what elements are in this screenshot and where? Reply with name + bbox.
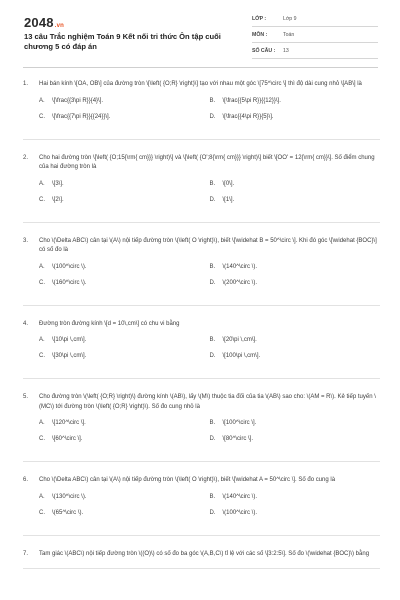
option-text: \[100^\circ \]. bbox=[222, 420, 257, 426]
option-text: \(140^\circ \). bbox=[222, 263, 257, 270]
answer-option[interactable] bbox=[210, 436, 381, 442]
question-item bbox=[23, 320, 380, 380]
option-letter: B. bbox=[209, 263, 216, 270]
option-letter: B. bbox=[209, 180, 216, 187]
answer-option[interactable] bbox=[210, 353, 381, 359]
option-text: \(65^\circ \). bbox=[52, 509, 84, 516]
option-letter: C. bbox=[39, 436, 45, 442]
option-letter: D. bbox=[209, 279, 216, 286]
option-text: \[\frac{{5\pi R}}{{12}}\]. bbox=[222, 97, 281, 104]
question-list bbox=[23, 80, 380, 583]
question-text: Đường tròn đường kính \[d = 10\,cm\] có chu vi bằng bbox=[39, 320, 180, 327]
logo-suffix: .vn bbox=[54, 23, 65, 29]
meta-value: 13 bbox=[283, 48, 289, 54]
question-item bbox=[23, 237, 380, 306]
option-letter: C. bbox=[39, 353, 45, 359]
option-text: \[30\pi \,cm\]. bbox=[52, 353, 87, 359]
question-number: 7. bbox=[23, 550, 29, 557]
question-text: Tam giác \(ABC\) nội tiếp đường tròn \((O)\) có số đo ba góc \(A,B,C\) tỉ lệ với các số \[3:2:5\]. Số đo \(\widehat {BOC}\) bằng bbox=[39, 550, 370, 557]
question-number: 6. bbox=[23, 477, 29, 483]
option-letter: A. bbox=[39, 420, 45, 426]
option-letter: A. bbox=[39, 180, 45, 187]
option-text: \(160^\circ \). bbox=[52, 279, 87, 286]
option-letter: A. bbox=[39, 97, 45, 104]
answer-option[interactable] bbox=[39, 353, 210, 359]
answer-option[interactable] bbox=[210, 510, 381, 516]
option-text: \[120^\circ \]. bbox=[52, 420, 86, 426]
option-text: \[2\]. bbox=[52, 196, 64, 203]
option-text: \[60^\circ \]. bbox=[52, 436, 83, 442]
logo-text: 2048 bbox=[24, 15, 54, 30]
question-number: 2. bbox=[23, 154, 29, 161]
meta-key: SỐ CÂU : bbox=[252, 48, 276, 54]
question-item bbox=[23, 476, 380, 536]
option-letter: D. bbox=[209, 353, 216, 359]
question-item bbox=[23, 550, 380, 570]
meta-key: LỚP : bbox=[252, 16, 267, 22]
answer-options bbox=[39, 337, 380, 369]
option-text: \[\frac{{4\pi R}}{5}\]. bbox=[222, 113, 274, 120]
option-text: \[\frac{{3\pi R}}{4}\]. bbox=[52, 97, 104, 104]
option-text: \[3\]. bbox=[52, 180, 64, 187]
meta-value: Lớp 9 bbox=[283, 16, 297, 22]
header-divider bbox=[23, 67, 378, 68]
option-letter: A. bbox=[39, 263, 45, 270]
option-text: \[0\]. bbox=[222, 180, 235, 187]
question-text: Cho \(\Delta ABC\) cân tại \(A\) nội tiếp đường tròn \(\left( O \right)\), biết \[\widehat A = 50^\circ \]. Số đo cung là bbox=[39, 477, 336, 483]
answer-option[interactable] bbox=[39, 280, 210, 286]
option-letter: C. bbox=[39, 196, 45, 203]
document-title: 13 câu Trắc nghiệm Toán 9 Kết nối tri thức Ôn tập cuối chương 5 có đáp án bbox=[24, 32, 221, 51]
answer-option[interactable] bbox=[39, 337, 210, 343]
answer-option[interactable] bbox=[210, 181, 381, 187]
question-text: Hai bán kính \[OA, OB\] của đường tròn \[\left( {O;R} \right)\] tạo với nhau một góc \[75^\circ \] thì độ dài cung nhỏ \[AB\] là bbox=[39, 81, 362, 87]
answer-option[interactable] bbox=[39, 98, 210, 104]
answer-option[interactable] bbox=[39, 181, 210, 187]
answer-options bbox=[39, 420, 380, 452]
answer-option[interactable] bbox=[39, 420, 210, 426]
option-letter: B. bbox=[209, 337, 216, 343]
answer-option[interactable] bbox=[210, 264, 381, 270]
option-letter: D. bbox=[209, 436, 216, 442]
question-item bbox=[23, 154, 380, 223]
answer-option[interactable] bbox=[210, 197, 381, 203]
option-letter: A. bbox=[39, 337, 45, 343]
option-text: \(100^\circ \). bbox=[52, 263, 87, 270]
question-number: 3. bbox=[23, 237, 29, 244]
answer-option[interactable] bbox=[210, 280, 381, 286]
document-meta bbox=[252, 14, 378, 62]
answer-options bbox=[39, 98, 380, 130]
answer-option[interactable] bbox=[39, 494, 210, 500]
answer-option[interactable] bbox=[39, 264, 210, 270]
question-item bbox=[23, 393, 380, 462]
answer-option[interactable] bbox=[210, 98, 381, 104]
answer-options bbox=[39, 181, 380, 213]
option-letter: D. bbox=[209, 509, 216, 516]
meta-row-count bbox=[252, 46, 378, 59]
answer-options bbox=[39, 264, 380, 296]
option-text: \[20\pi \,cm\]. bbox=[222, 337, 257, 343]
option-letter: C. bbox=[39, 113, 45, 120]
option-text: \[80^\circ \]. bbox=[222, 436, 253, 442]
question-text: Cho đường tròn \(\left( {O;R} \right)\) đường kính \(AB\), lấy \(M\) thuộc tia đối của tia \(AB\) sao cho: \(AM = R\). Kẻ tiếp tuyến \(MC\) tới đường tròn \(\left( {O;R} \right)\). Số đo cung nhỏ là bbox=[39, 394, 376, 410]
document-header bbox=[0, 0, 400, 62]
option-letter: D. bbox=[209, 196, 216, 203]
option-text: \[\frac{{7\pi R}}{{24}}\]. bbox=[52, 113, 111, 120]
option-text: \(130^\circ \). bbox=[52, 493, 87, 500]
answer-option[interactable] bbox=[210, 494, 381, 500]
answer-option[interactable] bbox=[39, 436, 210, 442]
question-item bbox=[23, 80, 380, 140]
answer-options bbox=[39, 494, 380, 526]
option-letter: C. bbox=[39, 509, 45, 516]
question-number: 4. bbox=[23, 320, 29, 327]
meta-row-subject bbox=[252, 30, 378, 43]
option-text: \(200^\circ \). bbox=[222, 279, 257, 286]
question-number: 1. bbox=[23, 81, 29, 87]
option-letter: B. bbox=[209, 97, 216, 104]
question-number: 5. bbox=[23, 394, 29, 400]
option-letter: C. bbox=[39, 279, 45, 286]
meta-row-class bbox=[252, 14, 378, 27]
option-text: \[1\]. bbox=[222, 196, 235, 203]
option-text: \(140^\circ \). bbox=[222, 493, 257, 500]
option-letter: D. bbox=[209, 113, 216, 120]
option-text: \[10\pi \,cm\]. bbox=[52, 337, 87, 343]
question-text: Cho \(\Delta ABC\) cân tại \(A\) nội tiếp đường tròn \(\left( O \right)\), biết \[\widehat B = 50^\circ \]. Khi đó góc \[\widehat {BOC}\] có số đo là bbox=[39, 237, 377, 253]
option-letter: A. bbox=[39, 493, 45, 500]
answer-option[interactable] bbox=[39, 197, 210, 203]
answer-option[interactable] bbox=[39, 510, 210, 516]
option-text: \(100^\circ \). bbox=[222, 509, 257, 516]
answer-option[interactable] bbox=[210, 114, 381, 120]
option-letter: B. bbox=[209, 493, 216, 500]
option-letter: B. bbox=[209, 420, 216, 426]
site-logo[interactable] bbox=[24, 15, 64, 30]
option-text: \[100\pi \,cm\]. bbox=[222, 353, 261, 359]
answer-option[interactable] bbox=[210, 337, 381, 343]
answer-option[interactable] bbox=[39, 114, 210, 120]
meta-key: MÔN : bbox=[252, 32, 268, 38]
answer-option[interactable] bbox=[210, 420, 381, 426]
meta-value: Toán bbox=[283, 32, 295, 38]
question-text: Cho hai đường tròn \[\left( {O;15{\rm{ cm}}} \right)\] và \[\left( {O';8{\rm{ cm}}} \right)\] biết \[OO' = 12{\rm{ cm}}\]. Số điểm chung của hai đường tròn là bbox=[39, 154, 375, 170]
